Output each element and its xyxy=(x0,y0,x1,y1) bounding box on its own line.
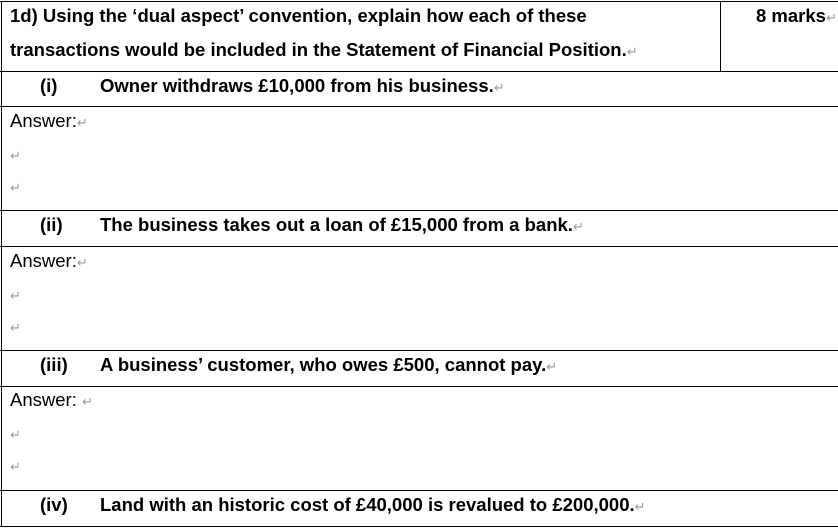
answer-label: Answer: xyxy=(10,389,82,410)
paragraph-mark-icon: ↵ xyxy=(76,115,88,130)
paragraph-mark-icon: ↵ xyxy=(634,499,646,514)
row-divider-6 xyxy=(0,386,838,387)
question-heading-line2: transactions would be included in the Statement of Financial Position. xyxy=(10,39,627,60)
answer-label: Answer: xyxy=(10,110,77,131)
paragraph-mark-icon: ↵ xyxy=(546,359,558,374)
item-number: (iv) xyxy=(40,494,68,515)
row-divider-1 xyxy=(0,71,838,72)
row-divider-5 xyxy=(0,350,838,351)
paragraph-mark-icon: ↵ xyxy=(626,44,638,59)
answer-field[interactable] xyxy=(10,391,93,410)
item-number: (iii) xyxy=(40,354,68,375)
item-text-content: Land with an historic cost of £40,000 is revalued to £200,000. xyxy=(100,494,635,515)
table-border-top xyxy=(0,1,838,2)
item-text-content: A business’ customer, who owes £500, cannot pay. xyxy=(100,354,547,375)
answer-label: Answer: xyxy=(10,250,77,271)
question-heading-continuation xyxy=(10,41,638,60)
row-divider-4 xyxy=(0,246,838,247)
paragraph-mark-icon: ↵ xyxy=(10,427,21,442)
item-text xyxy=(100,77,505,96)
paragraph-mark-icon: ↵ xyxy=(76,255,88,270)
marks-cell-divider xyxy=(720,1,721,72)
paragraph-mark-icon: ↵ xyxy=(10,320,21,335)
paragraph-mark-icon: ↵ xyxy=(10,148,21,163)
table-border-bottom xyxy=(0,526,838,527)
item-text-content: The business takes out a loan of £15,000 from a bank. xyxy=(100,214,573,235)
paragraph-mark-icon: ↵ xyxy=(825,10,837,25)
table-border-left xyxy=(1,1,2,527)
answer-field[interactable] xyxy=(10,252,88,271)
marks-label xyxy=(756,7,837,26)
question-heading xyxy=(10,7,587,26)
paragraph-mark-icon: ↵ xyxy=(493,80,505,95)
paragraph-mark-icon: ↵ xyxy=(10,180,21,195)
paragraph-mark-icon: ↵ xyxy=(81,394,93,409)
row-divider-7 xyxy=(0,490,838,491)
question-heading-line1: 1d) Using the ‘dual aspect’ convention, explain how each of these xyxy=(10,5,587,26)
marks-value: 8 marks xyxy=(756,5,826,26)
item-number: (i) xyxy=(40,75,58,96)
paragraph-mark-icon: ↵ xyxy=(10,288,21,303)
item-text xyxy=(100,356,557,375)
item-text xyxy=(100,216,584,235)
paragraph-mark-icon: ↵ xyxy=(10,459,21,474)
item-text-content: Owner withdraws £10,000 from his business. xyxy=(100,75,494,96)
row-divider-2 xyxy=(0,106,838,107)
item-text xyxy=(100,496,646,515)
paragraph-mark-icon: ↵ xyxy=(572,219,584,234)
answer-field[interactable] xyxy=(10,112,88,131)
item-number: (ii) xyxy=(40,214,63,235)
row-divider-3 xyxy=(0,210,838,211)
